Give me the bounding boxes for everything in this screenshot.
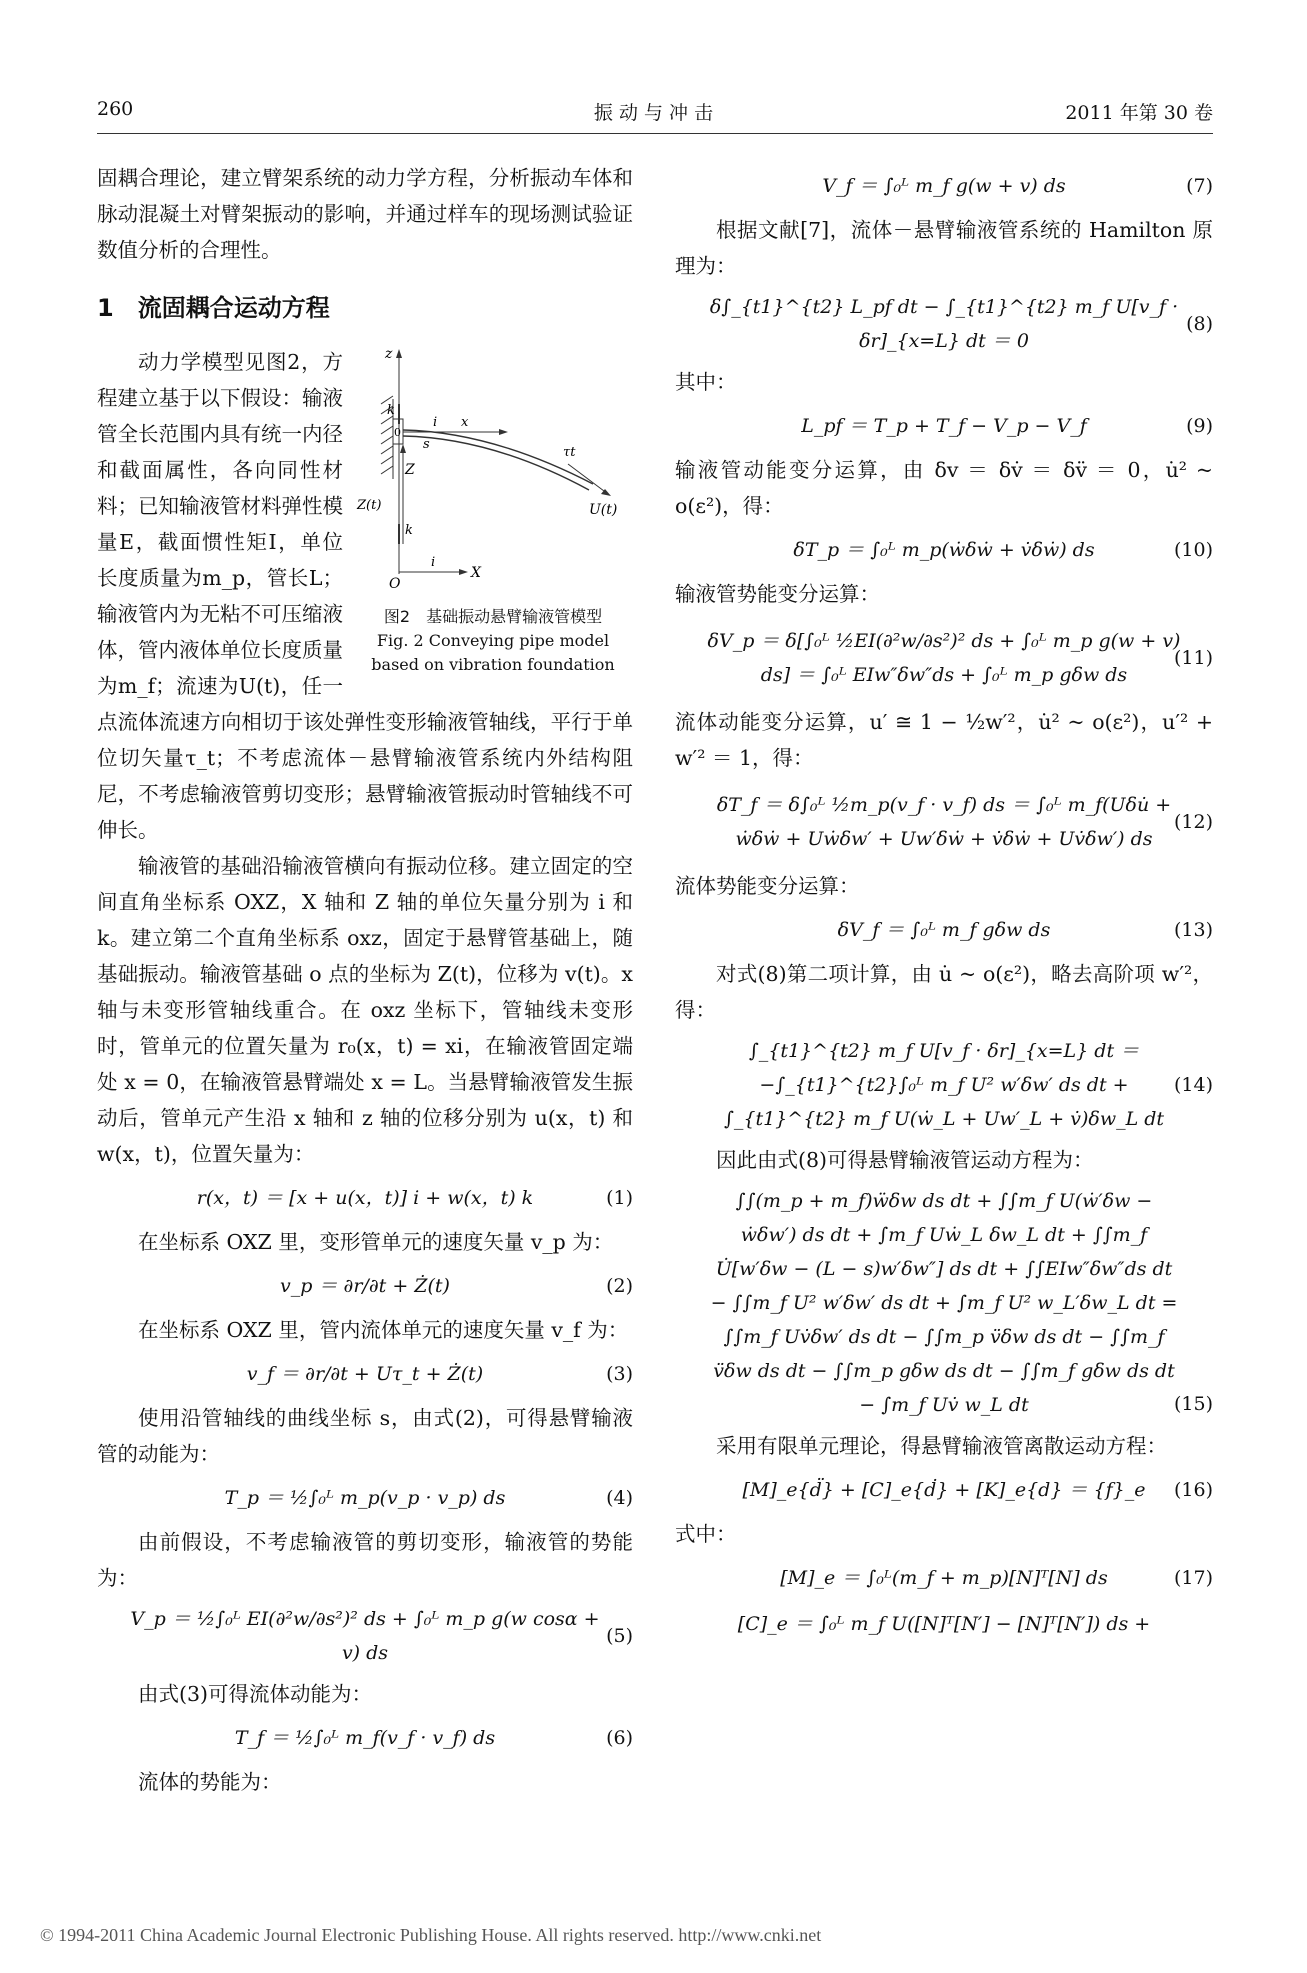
figure-caption-en-2: based on vibration foundation: [371, 655, 615, 674]
text-vp2: 由前假设，不考虑输液管的剪切变形，输液管的势能为：: [97, 1530, 633, 1590]
right-column: [675, 160, 1213, 1650]
text-tf-variation: 流体动能变分运算，u′ ≅ 1 − ½w′²，u̇² ~ o(ε²)，u′² + w′² ＝ 1，得：: [675, 710, 1213, 770]
label-O: O: [389, 576, 401, 592]
equation-2: v_p ＝ ∂r/∂t + Ż(t) (2): [280, 1275, 633, 1297]
label-Zt: Z(t): [357, 498, 382, 513]
equation-4: T_p ＝ ½∫₀ᴸ m_p(v_p · v_p) ds (4): [224, 1487, 633, 1509]
text-tp-variation: 输液管动能变分运算，由 δv ＝ δv̇ ＝ δv̈ ＝ 0，u̇² ~ o(ε²)，得：: [675, 458, 1213, 518]
equation-3: v_f ＝ ∂r/∂t + Uτ_t + Ż(t) (3): [246, 1363, 633, 1385]
text-vp-variation: 输液管势能变分运算：: [675, 582, 880, 606]
text-hamilton: 根据文献[7]，流体－悬臂输液管系统的 Hamilton 原理为：: [675, 218, 1213, 278]
label-s: s: [423, 437, 430, 452]
label-k-bottom: k: [405, 523, 413, 538]
equation-17: [M]_e ＝ ∫₀ᴸ(m_f + m_p)[N]ᵀ[N] ds (17): [780, 1567, 1213, 1589]
section-heading: 1 流固耦合运动方程: [97, 294, 330, 322]
label-i-top: i: [433, 415, 438, 430]
figure-2: [353, 344, 633, 677]
label-z: z: [385, 346, 393, 362]
equation-8: δ∫_{t1}^{t2} L_pf dt − ∫_{t1}^{t2} m_f U[v_f · δr]_{x=L} dt ＝ 0 (8): [709, 296, 1213, 352]
text-where: 其中：: [675, 370, 737, 394]
equation-14: ∫_{t1}^{t2} m_f U[v_f · δr]_{x=L} dt ＝ −∫_{t1}^{t2}∫₀ᴸ m_f U² w′δw′ ds dt + ∫_{t1}^{t2} m_f U(ẇ_L + Uw′_L + v̇)δw_L dt (14): [723, 1040, 1213, 1130]
text-vf: 在坐标系 OXZ 里，管内流体单元的速度矢量 v_f 为：: [138, 1318, 629, 1342]
volume-info: 2011 年第 30 卷: [1065, 102, 1213, 124]
equation-7: V_f ＝ ∫₀ᴸ m_f g(w + v) ds (7): [822, 175, 1213, 197]
figure-caption-zh: 图2 基础振动悬臂输液管模型: [383, 607, 603, 626]
text-vp: 在坐标系 OXZ 里，变形管单元的速度矢量 v_p 为：: [138, 1230, 614, 1254]
label-origin-0: 0: [394, 426, 401, 439]
equation-16: [M]_e{d̈} + [C]_e{ḋ} + [K]_e{d} ＝ {f}_e (16): [742, 1479, 1213, 1501]
page-number: 260: [97, 98, 134, 120]
label-X: X: [471, 565, 481, 581]
equation-15: ∫∫(m_p + m_f)ẅδw ds dt + ∫∫m_f U(ẇ′δw − ẇδw′) ds dt + ∫m_f Uẇ_L δw_L dt + ∫∫m_f U̇[w′δw − (L − s)w′δw″] ds dt + ∫∫EIw″δw″ds dt − ∫∫m_f U² w′δw′ ds dt + ∫m_f U² w_L′δw_L dt = ∫∫m_f Uv̇δw′ ds dt − ∫∫m_p v̈δw ds dt − ∫∫m_f v̈δw ds dt − ∫∫m_p gδw ds dt − ∫∫m_f gδw ds dt − ∫m_f Uv̇ w_L dt (15): [710, 1190, 1213, 1416]
equation-12: δT_f ＝ δ∫₀ᴸ ½m_p(v_f · v_f) ds ＝ ∫₀ᴸ m_f(Uδu̇ + ẇδẇ + Uẇδw′ + Uw′δẇ + v̇δẇ + Uv̇δw′) ds (12): [716, 794, 1213, 850]
figure-diagram: [353, 344, 633, 594]
equation-6: T_f ＝ ½∫₀ᴸ m_f(v_f · v_f) ds (6): [234, 1727, 633, 1749]
text-tf: 由式(3)可得流体动能为：: [138, 1682, 373, 1706]
copyright-footer: © 1994-2011 China Academic Journal Electronic Publishing House. All rights reserved. http://www.cnki.net: [40, 1925, 822, 1945]
text-motion: 因此由式(8)可得悬臂输液管运动方程为：: [716, 1148, 1094, 1172]
equation-9: L_pf ＝ T_p + T_f − V_p − V_f (9): [801, 415, 1213, 437]
text-where-2: 式中：: [675, 1522, 737, 1546]
journal-title: 振 动 与 冲 击: [593, 102, 714, 124]
label-tau: τt: [563, 445, 576, 460]
text-second-term: 对式(8)第二项计算，由 u̇ ~ o(ε²)，略去高阶项 w′²，得：: [675, 962, 1213, 1022]
label-Ut: U(t): [589, 502, 618, 518]
label-Z: Z: [405, 462, 415, 478]
text-vf2: 流体的势能为：: [138, 1770, 282, 1794]
equation-1: r(x，t) ＝ [x + u(x，t)] i + w(x，t) k (1): [196, 1187, 633, 1209]
equation-10: δT_p ＝ ∫₀ᴸ m_p(ẇδẇ + v̇δẇ) ds (10): [793, 539, 1213, 561]
equation-11: δV_p ＝ δ[∫₀ᴸ ½EI(∂²w/∂s²)² ds + ∫₀ᴸ m_p g(w + v) ds] ＝ ∫₀ᴸ EIw″δw″ds + ∫₀ᴸ m_p gδw ds (11): [707, 630, 1213, 686]
label-k-top: k: [387, 403, 395, 418]
assumptions-paragraph: 动力学模型见图2，方程建立基于以下假设：输液管全长范围内具有统一内径和截面属性，各向同性材料；已知输液管材料弹性模量E，截面惯性矩I，单位长度质量为m_p，管长L；输液管内为无粘不可压缩液体，管内液体单位长度质量为m_f；流速为U(t)，任一点流体流速方向相切于该处弹性变形输液管轴线，平行于单位切矢量τ_t；不考虑流体－悬臂输液管系统内外结构阻尼，不考虑输液管剪切变形；悬臂输液管振动时管轴线不可伸长。: [97, 350, 633, 842]
equation-13: δV_f ＝ ∫₀ᴸ m_f gδw ds (13): [837, 919, 1213, 941]
equation-18: [C]_e ＝ ∫₀ᴸ m_f U([N]ᵀ[N′] − [N]ᵀ[N′]) ds +: [737, 1613, 1151, 1635]
left-column: [97, 160, 633, 1800]
label-x: x: [461, 415, 469, 430]
coordinates-paragraph: 输液管的基础沿输液管横向有振动位移。建立固定的空间直角坐标系 OXZ，X 轴和 Z 轴的单位矢量分别为 i 和 k。建立第二个直角坐标系 oxz，固定于悬臂管基础上，随基础振动。输液管基础 o 点的坐标为 Z(t)，位移为 v(t)。x 轴与未变形管轴线重合。在 oxz 坐标下，管轴线未变形时，管单元的位置矢量为 r₀(x，t) = xi，在输液管固定端处 x = 0，在输液管悬臂端处 x = L。当悬臂输液管发生振动后，管单元产生沿 x 轴和 z 轴的位移分别为 u(x，t) 和 w(x，t)，位置矢量为：: [97, 854, 633, 1166]
header-rule: [97, 133, 1213, 134]
text-tp: 使用沿管轴线的曲线坐标 s，由式(2)，可得悬臂输液管的动能为：: [97, 1406, 633, 1466]
equation-5: V_p ＝ ½∫₀ᴸ EI(∂²w/∂s²)² ds + ∫₀ᴸ m_p g(w cosα + v) ds (5): [130, 1608, 633, 1664]
figure-caption-en-1: Fig. 2 Conveying pipe model: [376, 631, 610, 650]
text-vf-variation: 流体势能变分运算：: [675, 874, 860, 898]
label-i-bottom: i: [431, 555, 436, 570]
intro-paragraph: 固耦合理论，建立臂架系统的动力学方程，分析振动车体和脉动混凝土对臂架振动的影响，并通过样车的现场测试验证数值分析的合理性。: [97, 166, 633, 262]
text-fem: 采用有限单元理论，得悬臂输液管离散运动方程：: [716, 1434, 1167, 1458]
